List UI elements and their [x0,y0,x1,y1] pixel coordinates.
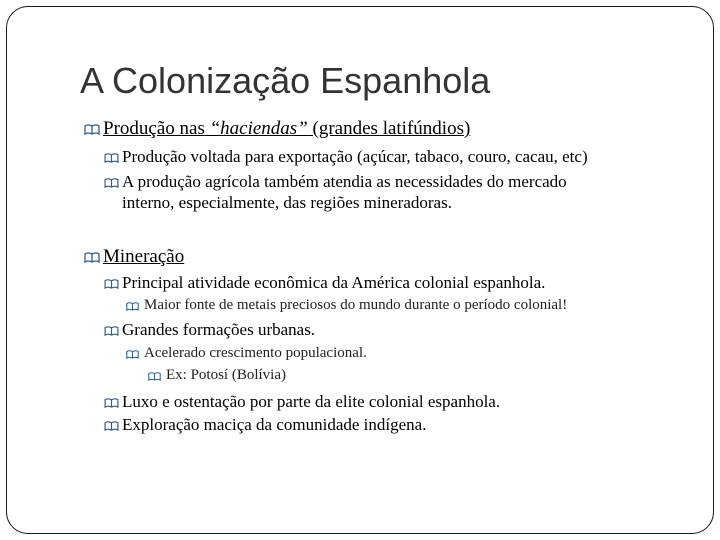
open-book-icon [84,123,100,135]
list-item: Produção voltada para exportação (açúcar, tabaco, couro, cacau, etc) [122,147,588,166]
list-item: Ex: Potosí (Bolívia) [166,367,286,383]
open-book-icon [126,301,139,311]
list-item-continuation: interno, especialmente, das regiões mineradoras. [122,193,452,212]
list-item: Luxo e ostentação por parte da elite colonial espanhola. [122,392,501,411]
heading-suffix: (grandes latifúndios) [307,118,471,139]
list-item: Maior fonte de metais preciosos do mundo durante o período colonial! [144,297,568,313]
list-item: Grandes formações urbanas. [122,320,316,339]
list-item: Acelerado crescimento populacional. [144,345,367,361]
open-book-icon [104,152,119,163]
open-book-icon [126,349,139,359]
open-book-icon [148,371,161,381]
heading-italic: “haciendas” [209,118,308,139]
open-book-icon [104,420,119,431]
open-book-icon [104,325,119,336]
slide-title: A Colonização Espanhola [80,60,491,101]
open-book-icon [104,397,119,408]
open-book-icon [84,251,100,263]
section-heading-mineracao: Mineração [103,246,185,267]
list-item: Principal atividade econômica da América colonial espanhola. [122,273,546,292]
list-item: Exploração maciça da comunidade indígena. [122,415,427,434]
section-heading-haciendas [103,118,470,140]
list-item: A produção agrícola também atendia as necessidades do mercado [122,172,567,191]
heading-prefix: Produção nas [103,118,210,139]
open-book-icon [104,177,119,188]
open-book-icon [104,278,119,289]
